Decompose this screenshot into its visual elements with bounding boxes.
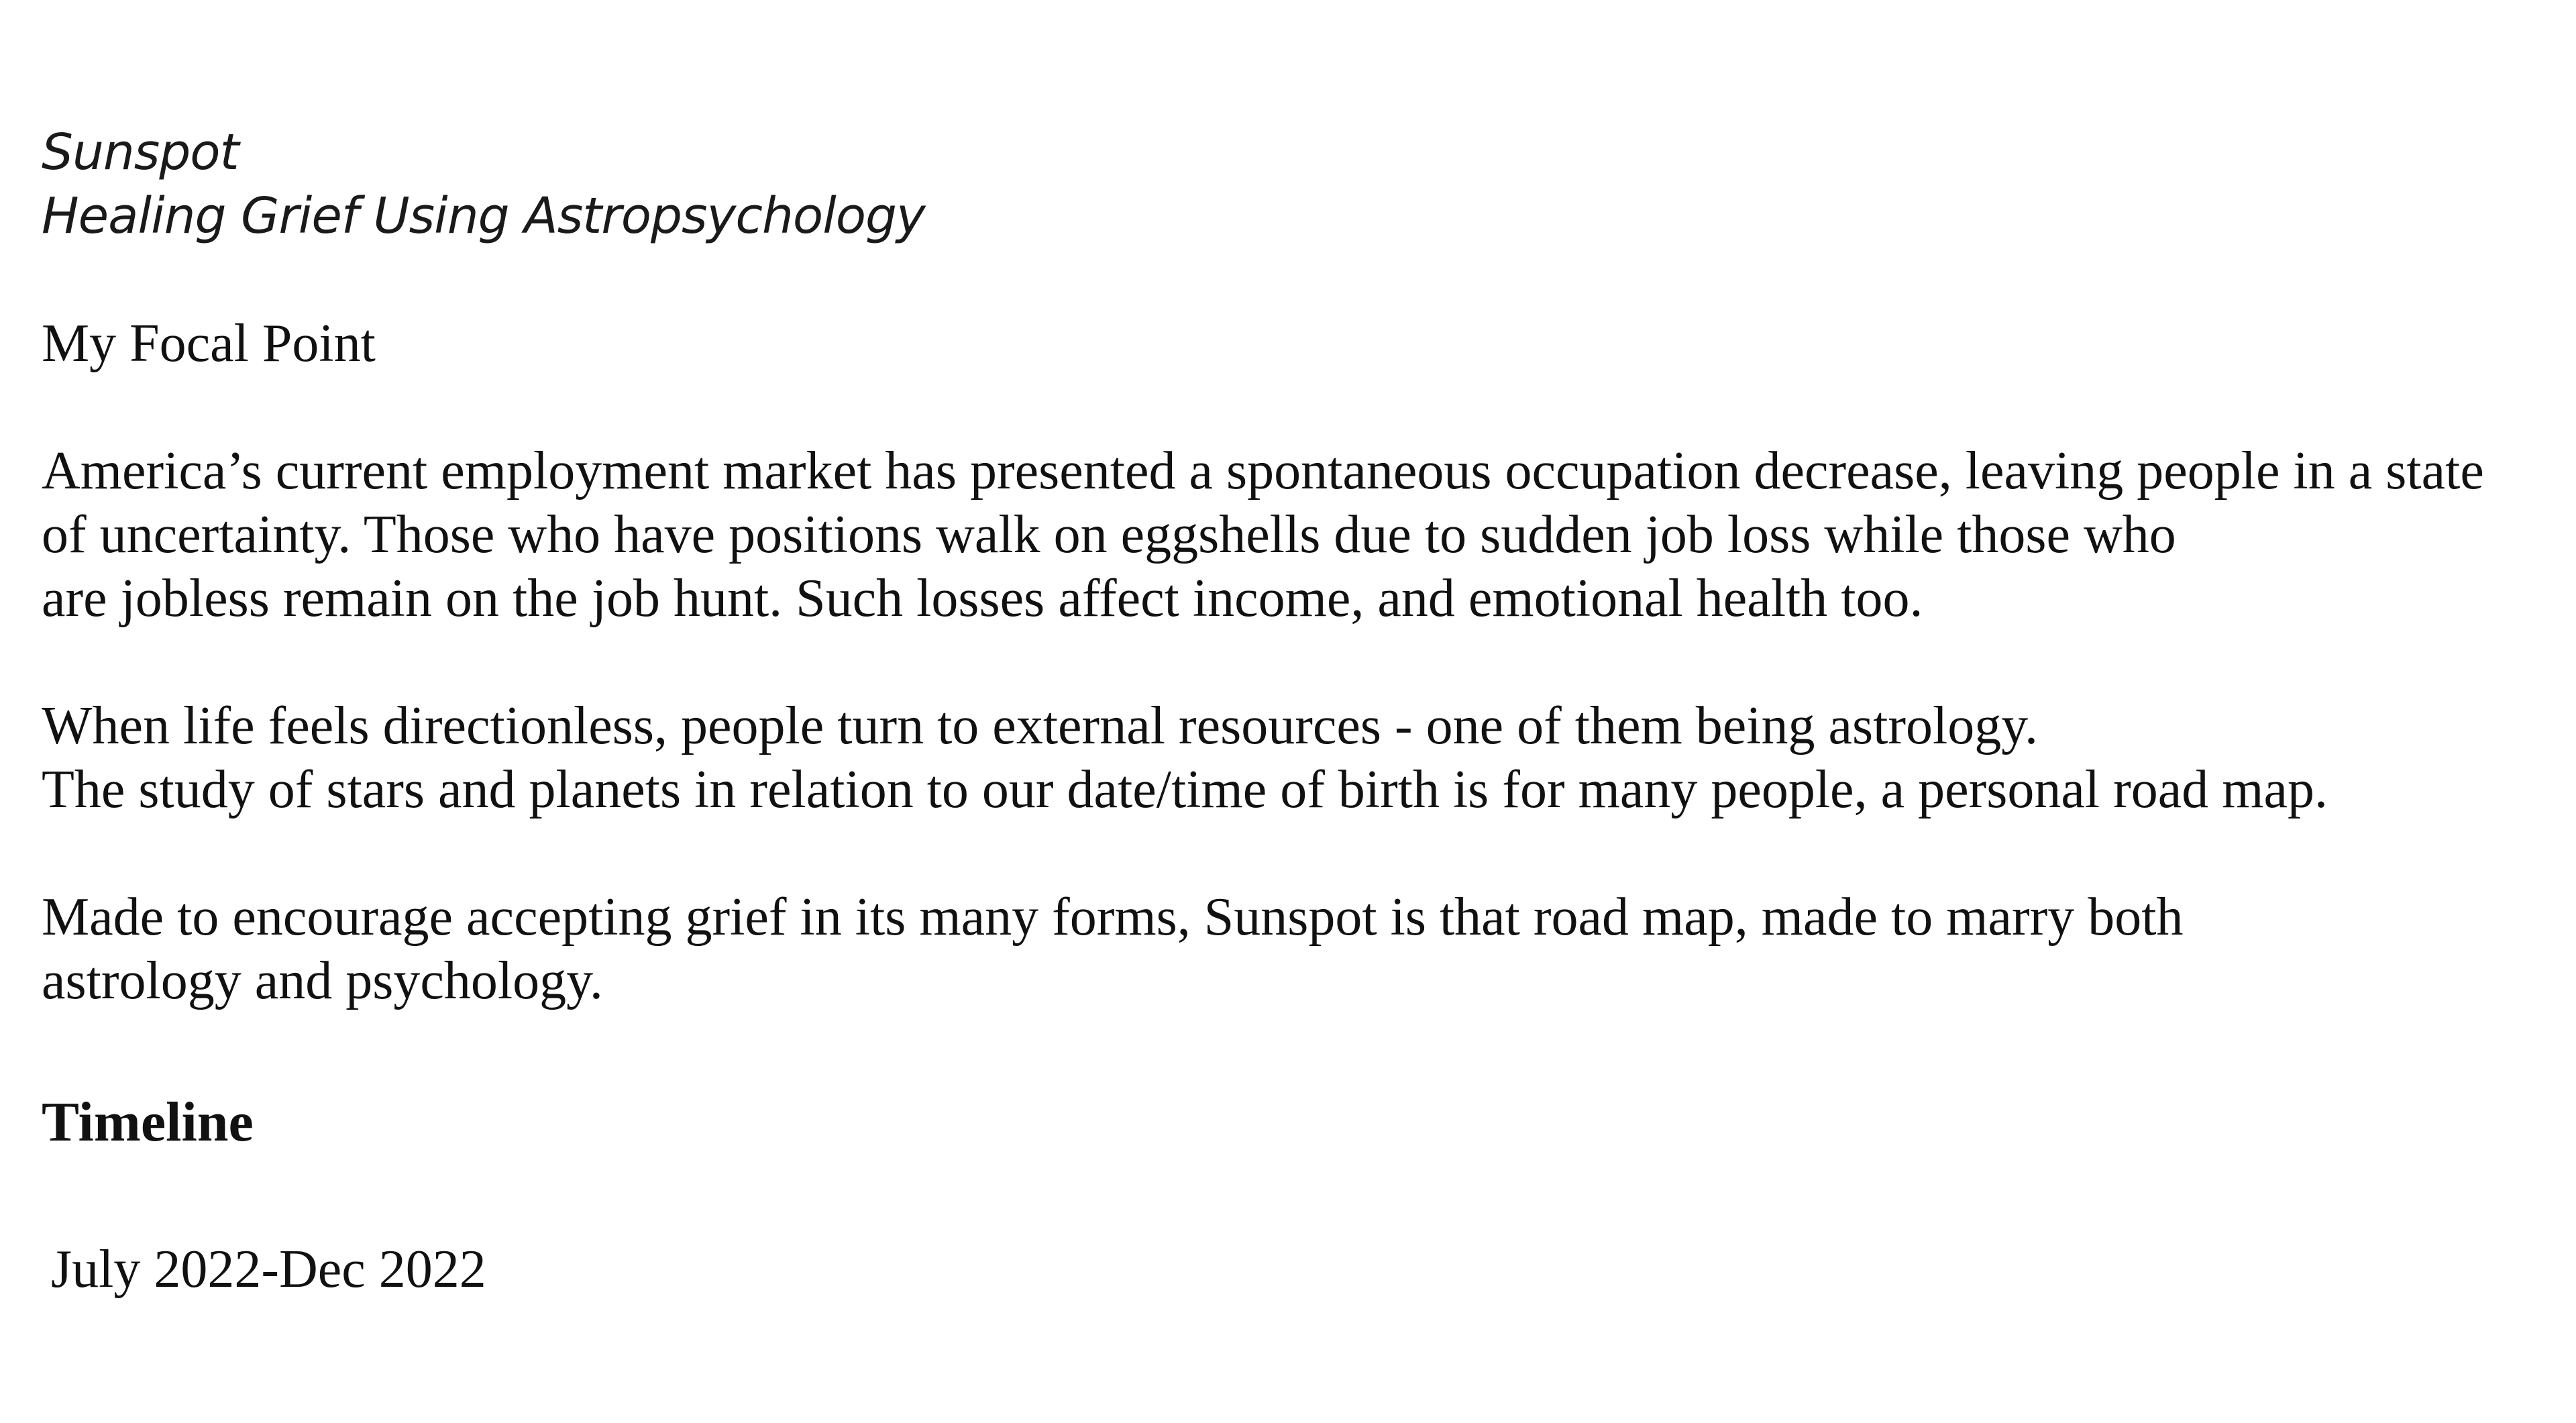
paragraph-line: astrology and psychology. [42, 951, 603, 1010]
paragraph-line: America’s current employment market has presented a spontaneous occupation decrease, leaving people in a state [42, 441, 2484, 500]
paragraph-line: of uncertainty. Those who have positions walk on eggshells due to sudden job loss while those who [42, 505, 2176, 564]
document-page [42, 121, 2524, 1302]
paragraph-astrology [42, 694, 2524, 822]
paragraph-sunspot [42, 886, 2524, 1013]
title-block [42, 121, 2524, 248]
paragraph-line: Made to encourage accepting grief in its many forms, Sunspot is that road map, made to marry both [42, 888, 2184, 947]
timeline-dates: July 2022-Dec 2022 [51, 1240, 486, 1299]
paragraph-line: are jobless remain on the job hunt. Such losses affect income, and emotional health too. [42, 569, 1923, 628]
focal-point-heading: My Focal Point [42, 314, 376, 373]
project-title: Sunspot [42, 123, 239, 181]
timeline-heading: Timeline [42, 1091, 254, 1153]
paragraph-line: The study of stars and planets in relation to our date/time of birth is for many people, a personal road map. [42, 760, 2328, 819]
paragraph-line: When life feels directionless, people turn to external resources - one of them being astrology. [42, 696, 2039, 755]
paragraph-employment [42, 439, 2524, 631]
project-subtitle: Healing Grief Using Astropsychology [42, 187, 925, 245]
